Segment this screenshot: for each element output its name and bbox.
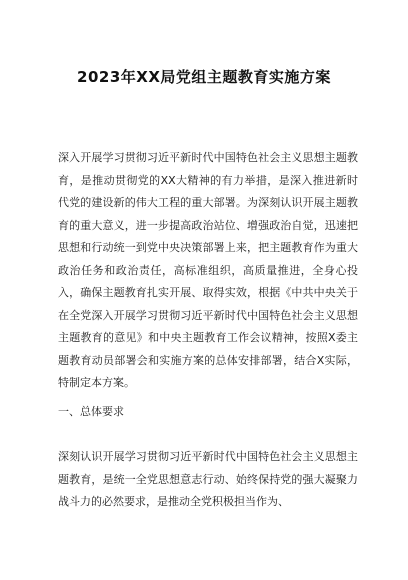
section-heading: 一、总体要求 (58, 405, 124, 418)
intro-paragraph: 深入开展学习贯彻习近平新时代中国特色社会主义思想主题教育，是推动贯彻党的XX大精神的有力举措，是深入推进新时代党的建设新的伟大工程的重大部署。为深刻认识开展主题教育的重大意义，进一步提高政治站位、增强政治自觉，迅速把思想和行动统一到党中央决策部署上来，把主题教育作为重大政治任务和政治责任，高标准组织，高质量推进，全身心投入，确保主题教育扎实开展、取得实效，根据《中共中央关于在全党深入开展学习贯彻习近平新时代中国特色社会主义思想主题教育的意见》和中央主题教育工作会议精神，按照X委主题教育动员部署会和实施方案的总体安排部署，结合X实际，特制定本方案。 (58, 151, 358, 389)
body-paragraph: 深刻认识开展学习贯彻习近平新时代中国特色社会主义思想主题教育，是统一全党思想意志行动、始终保持党的强大凝聚力战斗力的必然要求，是推动全党积极担当作为、 (58, 450, 358, 508)
document-title: 2023年XX局党组主题教育实施方案 (77, 68, 331, 86)
